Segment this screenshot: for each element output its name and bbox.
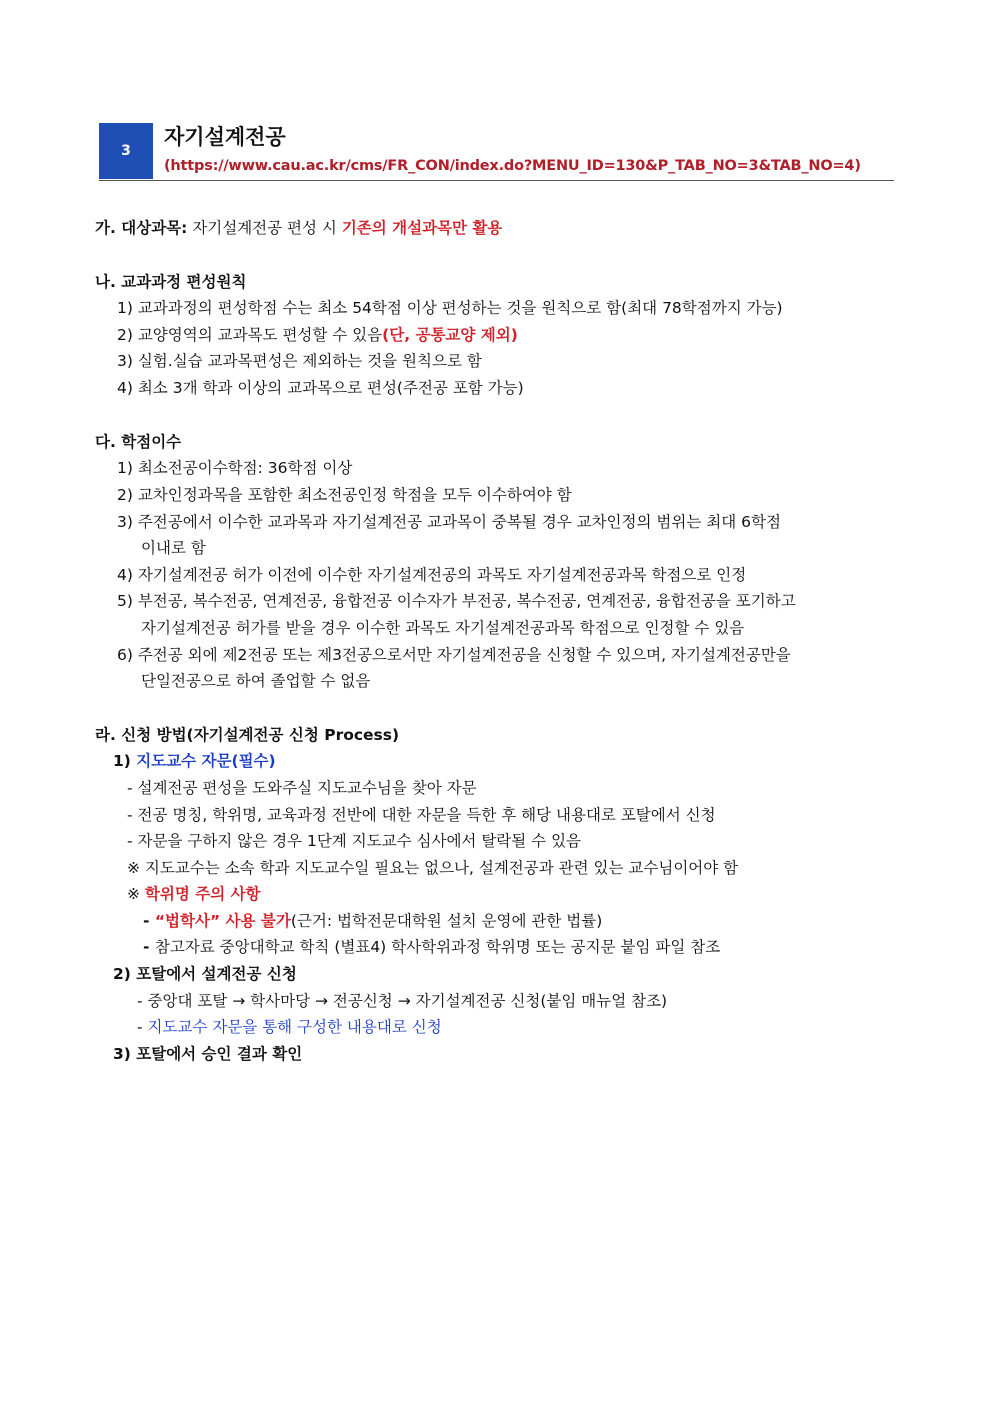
caution-item-1-red: “법학사” 사용 불가 [154, 912, 291, 930]
application-heading: 라. 신청 방법(자기설계전공 신청 Process) [95, 726, 400, 744]
credits-item-3: 3) 주전공에서 이수한 교과목과 자기설계전공 교과목이 중복될 경우 교차인정의 범위는 최대 6학점 [117, 513, 781, 531]
principle-item-1: 1) 교과과정의 편성학점 수는 최소 54학점 이상 편성하는 것을 원칙으로 함(최대 78학점까지 가능) [117, 299, 783, 317]
step-2-bullet-1: - 중앙대 포탈 → 학사마당 → 전공신청 → 자기설계전공 신청(붙임 매뉴얼 참조) [137, 992, 668, 1010]
step-2-bullet-2-dash: - [137, 1018, 148, 1036]
caution-item-2-dash: - [143, 938, 155, 956]
target-courses-highlight: 기존의 개설과목만 활용 [341, 219, 503, 237]
step-1-bullet-3: - 자문을 구하지 않은 경우 1단계 지도교수 심사에서 탈락될 수 있음 [127, 832, 582, 850]
step-1-bullet-1: - 설계전공 편성을 도와주실 지도교수님을 찾아 자문 [127, 779, 477, 797]
step-1-note: ※ 지도교수는 소속 학과 지도교수일 필요는 없으나, 설계전공과 관련 있는 교수님이어야 함 [127, 859, 739, 877]
caution-item-2 [143, 937, 720, 957]
credits-item-6: 6) 주전공 외에 제2전공 또는 제3전공으로서만 자기설계전공을 신청할 수 있으며, 자기설계전공만을 [117, 646, 791, 664]
step-2-title: 2) 포탈에서 설계전공 신청 [113, 965, 297, 983]
curriculum-principles-heading: 나. 교과과정 편성원칙 [95, 273, 247, 291]
step-1-title [113, 751, 276, 771]
step-1-bullet-2: - 전공 명칭, 학위명, 교육과정 전반에 대한 자문을 득한 후 해당 내용대로 포탈에서 신청 [127, 806, 716, 824]
caution-item-2-text: 참고자료 중앙대학교 학칙 (별표4) 학사학위과정 학위명 또는 공지문 붙임 파일 참조 [154, 938, 721, 956]
caution-item-1-dash: - [143, 912, 155, 930]
caution-mark: ※ [127, 885, 145, 903]
target-courses-label: 가. 대상과목: [95, 219, 188, 237]
section-url-link[interactable]: (https://www.cau.ac.kr/cms/FR_CON/index.do?MENU_ID=130&P_TAB_NO=3&TAB_NO=4) [164, 158, 861, 174]
section-title: 자기설계전공 [164, 125, 286, 149]
step-1-number: 1) [113, 752, 137, 770]
step-2-bullet-2-text: 지도교수 자문을 통해 구성한 내용대로 신청 [147, 1018, 442, 1036]
caution-title: 학위명 주의 사항 [144, 885, 261, 903]
degree-name-caution [127, 884, 261, 904]
section-number-badge: 3 [99, 123, 153, 179]
credits-item-3-cont: 이내로 함 [141, 539, 206, 557]
credits-item-1: 1) 최소전공이수학점: 36학점 이상 [117, 459, 353, 477]
credits-item-5: 5) 부전공, 복수전공, 연계전공, 융합전공 이수자가 부전공, 복수전공, 연계전공, 융합전공을 포기하고 [117, 592, 796, 610]
credits-item-4: 4) 자기설계전공 허가 이전에 이수한 자기설계전공의 과목도 자기설계전공과목 학점으로 인정 [117, 566, 747, 584]
principle-item-4: 4) 최소 3개 학과 이상의 교과목으로 편성(주전공 포함 가능) [117, 379, 524, 397]
credits-item-5-cont: 자기설계전공 허가를 받을 경우 이수한 과목도 자기설계전공과목 학점으로 인정할 수 있음 [141, 619, 745, 637]
credits-item-2: 2) 교차인정과목을 포함한 최소전공인정 학점을 모두 이수하여야 함 [117, 486, 572, 504]
step-3-title: 3) 포탈에서 승인 결과 확인 [113, 1045, 303, 1063]
principle-item-2-text: 2) 교양영역의 교과목도 편성할 수 있음 [117, 326, 383, 344]
target-courses-text: 자기설계전공 편성 시 [187, 219, 342, 237]
section-header [99, 121, 894, 181]
principle-item-3: 3) 실험.실습 교과목편성은 제외하는 것을 원칙으로 함 [117, 352, 482, 370]
principle-item-2-exception: (단, 공통교양 제외) [382, 326, 518, 344]
principle-item-2 [117, 325, 518, 345]
step-1-label: 지도교수 자문(필수) [136, 752, 276, 770]
step-2-bullet-2 [137, 1017, 442, 1037]
credits-heading: 다. 학점이수 [95, 433, 182, 451]
target-courses-line [95, 218, 502, 238]
caution-item-1 [143, 911, 602, 931]
credits-item-6-cont: 단일전공으로 하여 졸업할 수 없음 [141, 672, 371, 690]
caution-item-1-text: (근거: 법학전문대학원 설치 운영에 관한 법률) [290, 912, 603, 930]
